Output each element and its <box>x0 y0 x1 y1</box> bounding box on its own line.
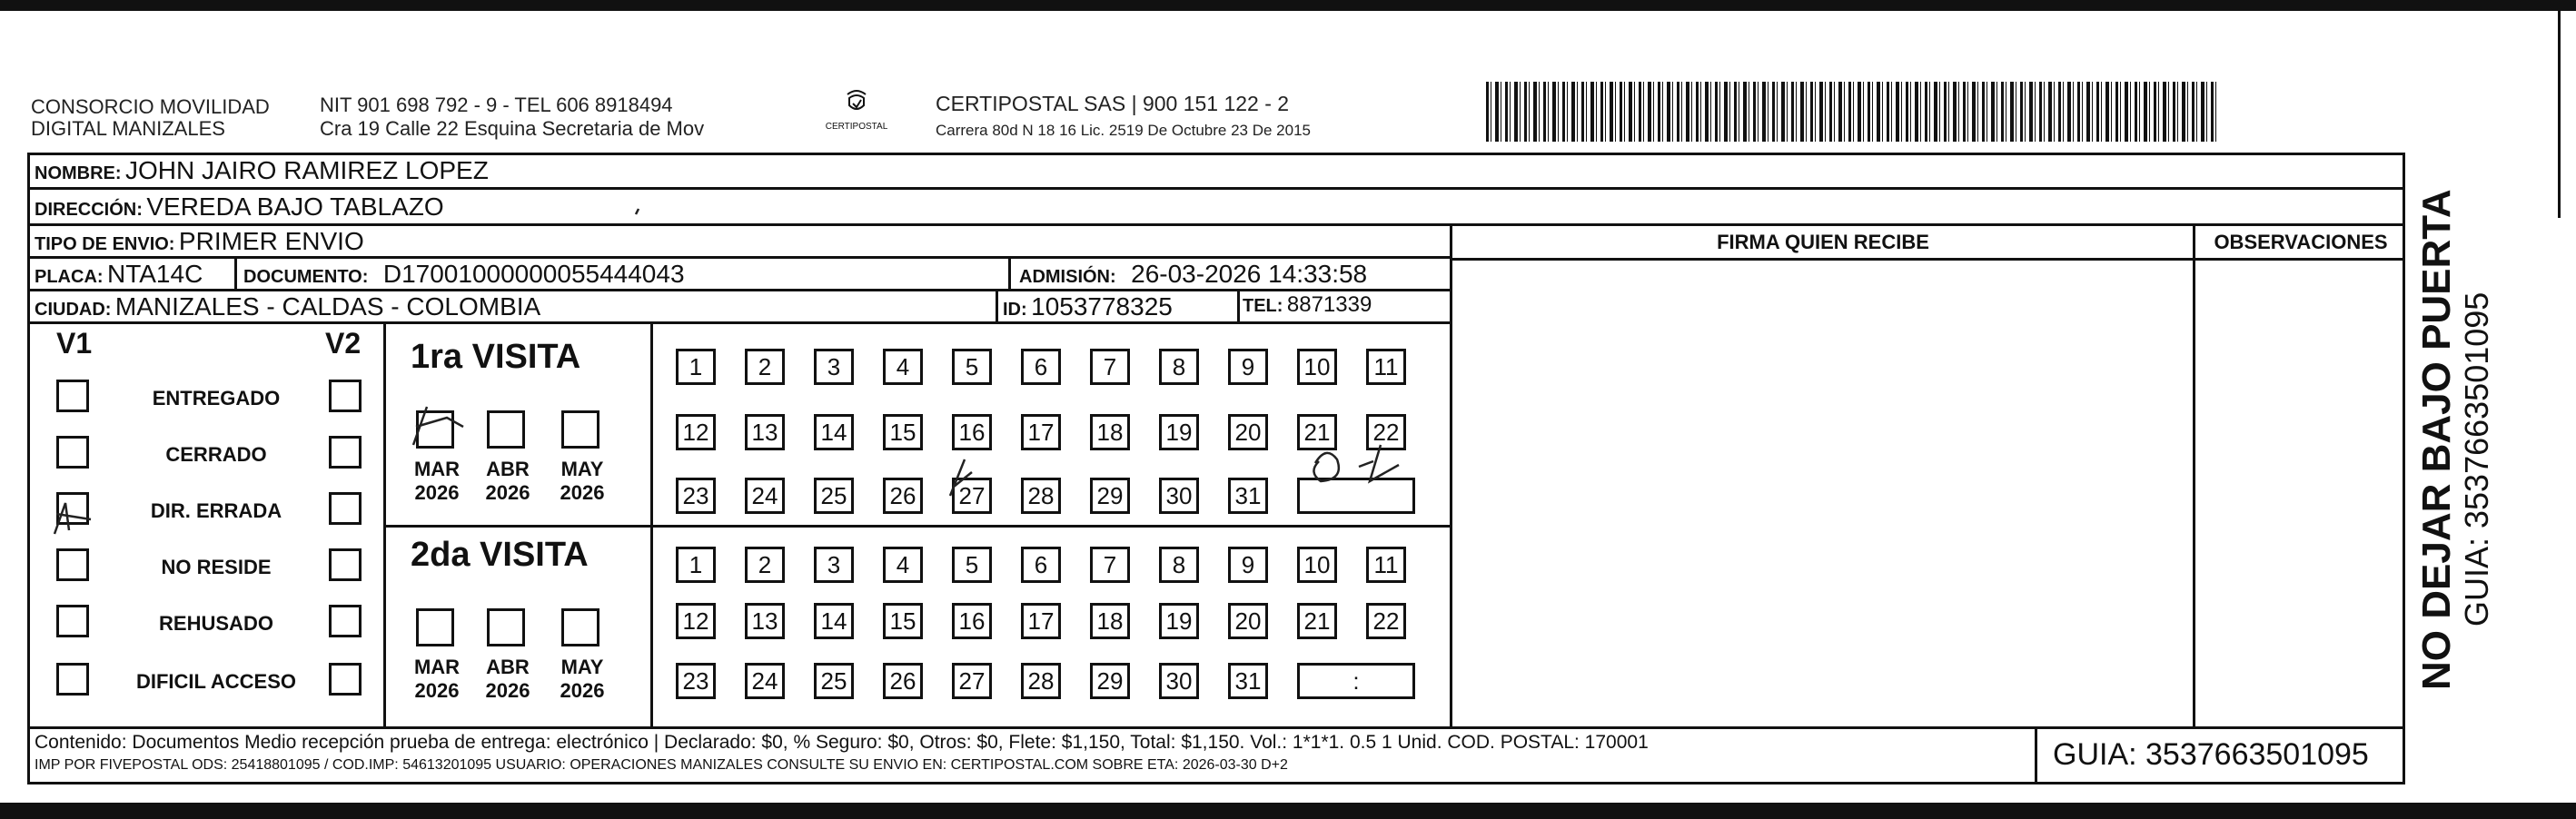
day-checkbox[interactable]: 27 <box>952 663 992 699</box>
status-label: ENTREGADO <box>152 387 281 410</box>
visit1-title: 1ra VISITA <box>411 338 581 376</box>
day-checkbox[interactable]: 7 <box>1090 547 1130 583</box>
footer-guia: GUIA: 3537663501095 <box>2053 737 2369 772</box>
day-checkbox[interactable]: 26 <box>883 478 923 514</box>
day-checkbox[interactable]: 4 <box>883 349 923 385</box>
sender-name: CONSORCIO MOVILIDAD <box>31 95 270 118</box>
day-checkbox[interactable]: 16 <box>952 414 992 450</box>
v2-label: V2 <box>325 327 362 360</box>
day-checkbox[interactable]: 26 <box>883 663 923 699</box>
visit2-title: 2da VISITA <box>411 536 589 574</box>
sender-name-2: DIGITAL MANIZALES <box>31 117 225 140</box>
day-checkbox[interactable]: 28 <box>1021 663 1061 699</box>
day-checkbox[interactable]: 12 <box>676 414 716 450</box>
day-checkbox[interactable]: 20 <box>1228 603 1268 639</box>
nombre-value: JOHN JAIRO RAMIREZ LOPEZ <box>125 156 489 184</box>
day-checkbox[interactable]: 21 <box>1297 414 1337 450</box>
tel-value: 8871339 <box>1286 292 1372 317</box>
status-label: DIR. ERRADA <box>150 499 282 522</box>
ciudad-value: MANIZALES - CALDAS - COLOMBIA <box>114 292 541 321</box>
day-checkbox[interactable]: 22 <box>1366 603 1406 639</box>
id-value: 1053778325 <box>1031 292 1173 321</box>
footer-guia-divider <box>2035 726 2037 784</box>
day-checkbox[interactable]: 13 <box>745 603 785 639</box>
documento-value: D17001000000055444043 <box>382 260 685 288</box>
month-name: MAR <box>413 656 461 678</box>
day-checkbox[interactable]: 3 <box>814 547 854 583</box>
day-checkbox[interactable]: 20 <box>1228 414 1268 450</box>
day-checkbox[interactable]: 6 <box>1021 547 1061 583</box>
day-checkbox[interactable]: 10 <box>1297 349 1337 385</box>
month-year: 2026 <box>560 679 605 702</box>
day-checkbox[interactable]: 9 <box>1228 547 1268 583</box>
day-checkbox[interactable]: 31 <box>1228 478 1268 514</box>
day-checkbox[interactable]: 16 <box>952 603 992 639</box>
day-checkbox[interactable]: 18 <box>1090 603 1130 639</box>
day-checkbox[interactable]: 5 <box>952 349 992 385</box>
day-checkbox[interactable]: 19 <box>1159 603 1199 639</box>
day-checkbox[interactable]: 12 <box>676 603 716 639</box>
day-checkbox[interactable]: 15 <box>883 414 923 450</box>
day-checkbox[interactable]: 18 <box>1090 414 1130 450</box>
day-checkbox[interactable]: 1 <box>676 349 716 385</box>
side-warning: NO DEJAR BAJO PUERTA <box>2414 189 2459 690</box>
day-checkbox[interactable]: 25 <box>814 663 854 699</box>
time-box[interactable]: : <box>1297 663 1415 699</box>
day-checkbox[interactable]: 8 <box>1159 349 1199 385</box>
courier-name: CERTIPOSTAL SAS | 900 151 122 - 2 <box>936 92 1290 115</box>
month-name: MAY <box>560 458 604 480</box>
tipo-value: PRIMER ENVIO <box>178 227 364 255</box>
ciudad-label: CIUDAD: <box>35 300 112 320</box>
day-checkbox[interactable]: 14 <box>814 414 854 450</box>
day-checkbox[interactable]: 11 <box>1366 547 1406 583</box>
side-guia: GUIA: 3537663501095 <box>2458 291 2495 627</box>
firma-label: FIRMA QUIEN RECIBE <box>1717 231 1929 253</box>
day-checkbox[interactable]: 21 <box>1297 603 1337 639</box>
day-checkbox[interactable]: 15 <box>883 603 923 639</box>
sender-nit: NIT 901 698 792 - 9 - TEL 606 8918494 <box>320 94 673 116</box>
day-checkbox[interactable]: 30 <box>1159 663 1199 699</box>
day-checkbox[interactable]: 1 <box>676 547 716 583</box>
admision-value: 26-03-2026 14:33:58 <box>1131 260 1368 288</box>
month-name: MAY <box>560 656 604 678</box>
day-checkbox[interactable]: 2 <box>745 547 785 583</box>
day-checkbox[interactable]: 13 <box>745 414 785 450</box>
placa-value: NTA14C <box>107 260 203 288</box>
month-year: 2026 <box>560 481 605 504</box>
day-checkbox[interactable]: 4 <box>883 547 923 583</box>
footer-line-2: IMP POR FIVEPOSTAL ODS: 25418801095 / COD.IMP: 54613201095 USUARIO: OPERACIONES MANIZALES CONSULTE SU ENVIO EN: CERTIPOSTAL.COM SOBRE ETA: 2026-03-30 D+2 <box>35 757 1288 773</box>
day-checkbox[interactable]: 2 <box>745 349 785 385</box>
day-checkbox[interactable]: 5 <box>952 547 992 583</box>
day-checkbox[interactable]: 23 <box>676 478 716 514</box>
day-checkbox[interactable]: 27 <box>952 478 992 514</box>
day-checkbox[interactable]: 10 <box>1297 547 1337 583</box>
v1-label: V1 <box>56 327 93 360</box>
month-year: 2026 <box>414 679 460 702</box>
day-checkbox[interactable]: 29 <box>1090 478 1130 514</box>
day-checkbox[interactable]: 14 <box>814 603 854 639</box>
sender-address: Cra 19 Calle 22 Esquina Secretaria de Mov <box>320 117 705 140</box>
day-checkbox[interactable]: 22 <box>1366 414 1406 450</box>
tipo-label: TIPO DE ENVIO: <box>35 234 175 254</box>
status-label: DIFICIL ACCESO <box>135 670 296 693</box>
obs-label: OBSERVACIONES <box>2214 231 2388 253</box>
month-year: 2026 <box>485 679 530 702</box>
day-checkbox[interactable]: 24 <box>745 663 785 699</box>
direccion-value: VEREDA BAJO TABLAZO <box>146 192 444 221</box>
footer-line-1: Contenido: Documentos Medio recepción prueba de entrega: electrónico | Declarado: $0, % Seguro: $0, Otros: $0, Flete: $1,150, Total: $1,150. Vol.: 1*1*1. 0.5 1 Unid. COD. POSTAL: 170001 <box>35 732 1649 753</box>
id-label: ID: <box>1003 300 1027 320</box>
month-name: ABR <box>486 656 530 678</box>
day-checkbox[interactable]: 19 <box>1159 414 1199 450</box>
month-year: 2026 <box>485 481 530 504</box>
documento-label: DOCUMENTO: <box>243 267 369 287</box>
admision-label: ADMISIÓN: <box>1019 267 1116 287</box>
day-checkbox[interactable]: 29 <box>1090 663 1130 699</box>
day-checkbox[interactable]: 23 <box>676 663 716 699</box>
month-name: MAR <box>413 458 461 480</box>
status-label: REHUSADO <box>159 612 273 635</box>
day-checkbox[interactable]: 7 <box>1090 349 1130 385</box>
day-checkbox[interactable]: 8 <box>1159 547 1199 583</box>
direccion-label: DIRECCIÓN: <box>35 200 143 220</box>
day-checkbox[interactable]: 9 <box>1228 349 1268 385</box>
day-checkbox[interactable]: 25 <box>814 478 854 514</box>
logo-text: CERTIPOSTAL <box>825 122 888 132</box>
day-checkbox[interactable]: 17 <box>1021 414 1061 450</box>
day-checkbox[interactable]: 11 <box>1366 349 1406 385</box>
status-label: NO RESIDE <box>161 556 272 578</box>
month-year: 2026 <box>414 481 460 504</box>
courier-address: Carrera 80d N 18 16 Lic. 2519 De Octubre 23 De 2015 <box>936 122 1311 139</box>
nombre-label: NOMBRE: <box>35 163 122 183</box>
day-checkbox[interactable]: 3 <box>814 349 854 385</box>
day-checkbox[interactable]: 6 <box>1021 349 1061 385</box>
month-name: ABR <box>486 458 530 480</box>
tel-label: TEL: <box>1243 296 1283 316</box>
status-label: CERRADO <box>165 443 267 466</box>
day-checkbox[interactable]: 17 <box>1021 603 1061 639</box>
placa-label: PLACA: <box>35 267 104 287</box>
edge-mark <box>2558 0 2561 218</box>
day-checkbox[interactable]: 30 <box>1159 478 1199 514</box>
day-checkbox[interactable]: 28 <box>1021 478 1061 514</box>
day-checkbox[interactable]: 24 <box>745 478 785 514</box>
day-checkbox[interactable]: 31 <box>1228 663 1268 699</box>
